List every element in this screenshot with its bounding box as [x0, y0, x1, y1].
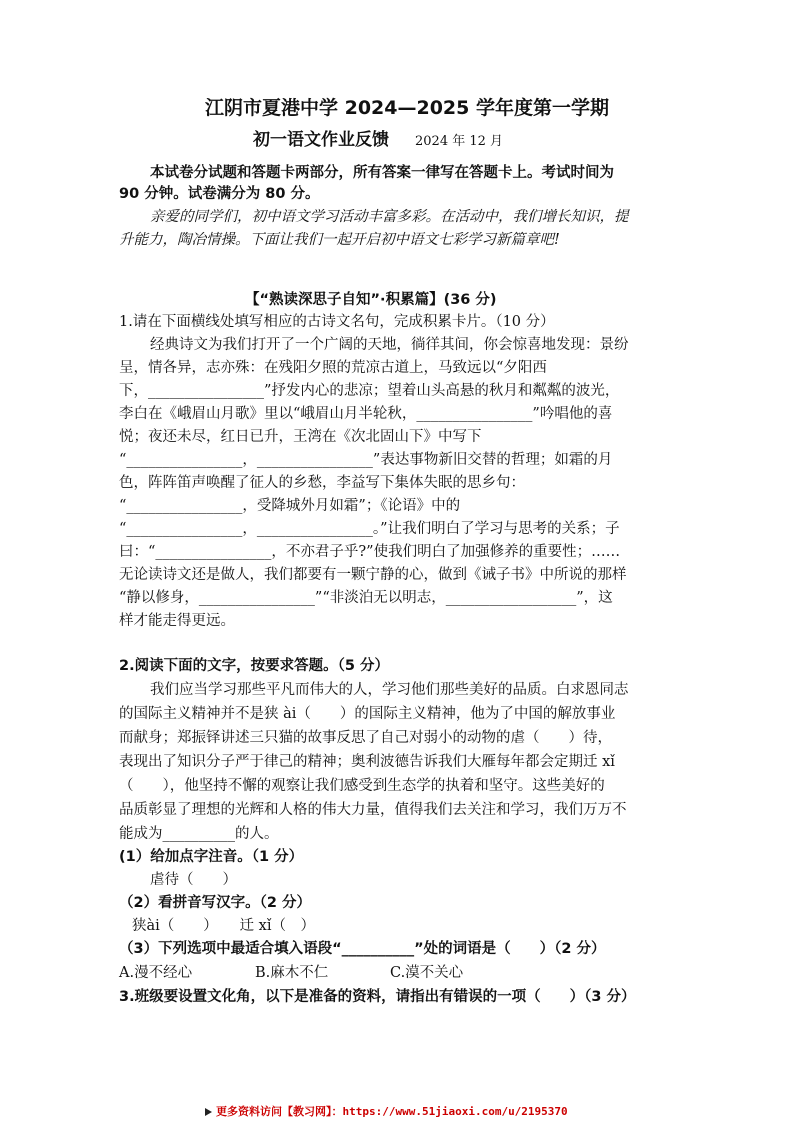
q2-line: 我们应当学习那些平凡而伟大的人，学习他们那些美好的品质。白求恩同志: [150, 682, 629, 698]
q2-sub1-item: 虐待（ ）: [150, 872, 237, 888]
q2-line: 品质彰显了理想的光辉和人格的伟大力量，值得我们去关注和学习，我们万万不: [119, 802, 627, 818]
q1-line: 经典诗文为我们打开了一个广阔的天地，徜徉其间，你会惊喜地发现：景纷: [150, 337, 629, 353]
page-subtitle: 初一语文作业反馈: [253, 130, 389, 150]
q1-line: 曰：“________________，不亦君子乎?”使我们明白了加强修养的重要性；……: [119, 544, 621, 560]
q1-line: 呈，情各异，志亦殊：在残阳夕照的荒凉古道上，马致远以“夕阳西: [119, 360, 547, 376]
notice-line-1: 本试卷分试题和答题卡两部分，所有答案一律写在答题卡上。考试时间为: [150, 165, 614, 181]
q1-line: “________________，受降城外月如霜”；《论语》中的: [119, 498, 461, 514]
footer-text: 更多资料访问【教习网】：https://www.51jiaoxi.com/u/2195370: [216, 1105, 568, 1118]
notice-line-2: 90 分钟。试卷满分为 80 分。: [119, 186, 320, 202]
q2-line: 能成为__________的人。: [119, 826, 279, 842]
page-subtitle-row: [253, 130, 503, 152]
q1-line: 色，阵阵笛声唤醒了征人的乡愁，李益写下集体失眠的思乡句：: [119, 475, 525, 491]
q1-line: “________________，________________。”让我们明白了学习与思考的关系；子: [119, 521, 620, 537]
q2-line: 表现出了知识分子严于律己的精神；奥利波德告诉我们大雁每年都会定期迁 xǐ: [119, 754, 615, 770]
q3-title: 3.班级要设置文化角，以下是准备的资料，请指出有错误的一项（ ）（3 分）: [119, 989, 636, 1005]
q2-option-a: A.漫不经心: [119, 965, 193, 981]
page-title: 江阴市夏港中学 2024—2025 学年度第一学期: [205, 97, 609, 119]
q2-sub1-title: (1）给加点字注音。（1 分）: [119, 849, 304, 865]
q1-line: 无论读诗文还是做人，我们都要有一颗宁静的心，做到《诫子书》中所说的那样: [119, 567, 627, 583]
intro-line-2: 升能力，陶冶情操。下面让我们一起开启初中语文七彩学习新篇章吧!: [119, 232, 560, 248]
q2-line: 而献身；郑振铎讲述三只猫的故事反思了自己对弱小的动物的虐（ ）待，: [119, 730, 612, 746]
q1-line: 悦；夜还未尽，红日已升，王湾在《次北固山下》中写下: [119, 429, 482, 445]
q2-sub2-item: 狭ài（ ） 迁 xǐ（ ）: [132, 918, 315, 934]
section-title: 【“熟读深思子自知”·积累篇】(36 分): [245, 292, 497, 308]
footer-link[interactable]: [205, 1103, 568, 1119]
q2-line: （ ），他坚持不懈的观察让我们感受到生态学的执着和坚守。这些美好的: [119, 778, 605, 794]
q2-sub3-title: （3）下列选项中最适合填入语段“__________”处的词语是（ ）（2 分）: [119, 941, 606, 957]
intro-line-1: 亲爱的同学们，初中语文学习活动丰富多彩。在活动中，我们增长知识，提: [150, 209, 629, 225]
q1-title: 1.请在下面横线处填写相应的古诗文名句，完成积累卡片。（10 分）: [119, 314, 555, 330]
q2-option-c: C.漠不关心: [390, 965, 464, 981]
q2-title: 2.阅读下面的文字，按要求答题。（5 分）: [119, 658, 389, 674]
q1-line: “静以修身，________________”“非淡泊无以明志，__________________”，这: [119, 590, 613, 606]
flag-icon: [205, 1108, 212, 1116]
q1-line: 李白在《峨眉山月歌》里以“峨眉山月半轮秋，________________”吟唱他的喜: [119, 406, 613, 422]
q2-option-b: B.麻木不仁: [255, 965, 329, 981]
q2-sub2-title: （2）看拼音写汉字。（2 分）: [119, 895, 311, 911]
q1-line: “________________，________________”表达事物新旧交替的哲理；如霜的月: [119, 452, 613, 468]
q1-line: 下，________________”抒发内心的悲凉；望着山头高悬的秋月和粼粼的波光，: [119, 383, 620, 399]
exam-date: 2024 年 12 月: [415, 134, 504, 149]
q2-line: 的国际主义精神并不是狭 ài（ ）的国际主义精神，他为了中国的解放事业: [119, 706, 616, 722]
q1-line: 样才能走得更远。: [119, 613, 235, 629]
